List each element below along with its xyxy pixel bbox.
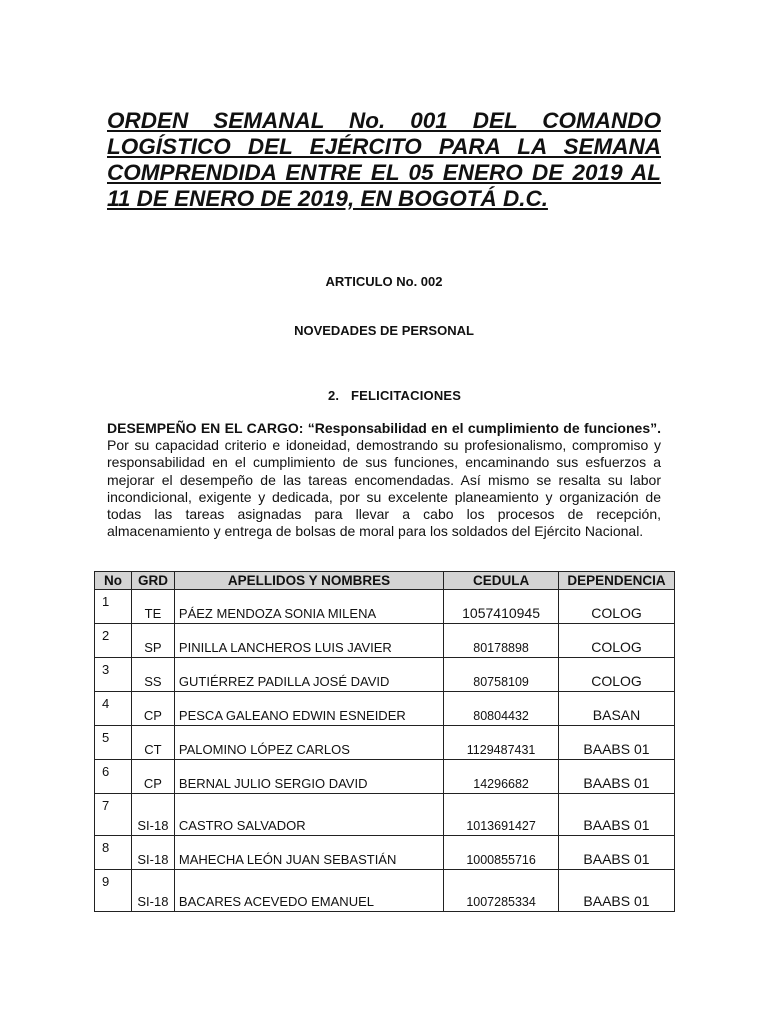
table-row [95, 794, 675, 836]
header-name: APELLIDOS Y NOMBRES [174, 572, 443, 590]
cell-grd: SP [131, 624, 174, 658]
cell-grd: SI-18 [131, 870, 174, 912]
cell-name: PESCA GALEANO EDWIN ESNEIDER [174, 692, 443, 726]
cell-grd: SI-18 [131, 794, 174, 836]
cell-dependencia: COLOG [559, 590, 675, 624]
table-row [95, 760, 675, 794]
table-row [95, 836, 675, 870]
header-no: No [95, 572, 132, 590]
cell-dependencia: BAABS 01 [559, 760, 675, 794]
paragraph-body: Por su capacidad criterio e idoneidad, demostrando su profesionalismo, compromiso y responsabilidad en el cumplimiento de sus funciones, encaminando sus esfuerzos a mejorar el desempeño de las tareas encomendadas. Así mismo se resalta su labor incondicional, exigente y dedicada, por su excelente planeamiento y organización de todas las tareas asignadas para llevar a cabo los procesos de recepción, almacenamiento y entrega de bolsas de moral para los soldados del Ejército Nacional. [107, 437, 661, 540]
cell-grd: CP [131, 760, 174, 794]
cell-cedula: 1057410945 [444, 590, 559, 624]
cell-no: 4 [95, 692, 132, 726]
cell-dependencia: COLOG [559, 624, 675, 658]
cell-name: GUTIÉRREZ PADILLA JOSÉ DAVID [174, 658, 443, 692]
subsection-title: FELICITACIONES [351, 388, 462, 403]
paragraph-lead: DESEMPEÑO EN EL CARGO: “Responsabilidad en el cumplimiento de funciones”. [107, 420, 661, 436]
document-title: ORDEN SEMANAL No. 001 DEL COMANDO LOGÍSTICO DEL EJÉRCITO PARA LA SEMANA COMPRENDIDA ENTRE EL 05 ENERO DE 2019 AL 11 DE ENERO DE 2019, EN BOGOTÁ D.C. [107, 108, 661, 211]
table-row [95, 692, 675, 726]
cell-cedula: 1007285334 [444, 870, 559, 912]
cell-dependencia: COLOG [559, 658, 675, 692]
personnel-table [94, 571, 675, 912]
cell-name: PALOMINO LÓPEZ CARLOS [174, 726, 443, 760]
cell-no: 7 [95, 794, 132, 836]
header-grd: GRD [131, 572, 174, 590]
cell-no: 8 [95, 836, 132, 870]
cell-name: PÁEZ MENDOZA SONIA MILENA [174, 590, 443, 624]
subsection-heading [328, 388, 461, 403]
cell-cedula: 1013691427 [444, 794, 559, 836]
cell-dependencia: BAABS 01 [559, 726, 675, 760]
cell-grd: TE [131, 590, 174, 624]
commendation-paragraph [107, 420, 661, 540]
cell-no: 9 [95, 870, 132, 912]
cell-no: 2 [95, 624, 132, 658]
cell-dependencia: BASAN [559, 692, 675, 726]
table-row [95, 870, 675, 912]
cell-no: 1 [95, 590, 132, 624]
cell-cedula: 80178898 [444, 624, 559, 658]
table-row [95, 590, 675, 624]
cell-cedula: 1129487431 [444, 726, 559, 760]
cell-dependencia: BAABS 01 [559, 870, 675, 912]
cell-dependencia: BAABS 01 [559, 794, 675, 836]
header-cedula: CEDULA [444, 572, 559, 590]
article-number: ARTICULO No. 002 [325, 274, 443, 289]
cell-name: CASTRO SALVADOR [174, 794, 443, 836]
table-row [95, 624, 675, 658]
cell-no: 3 [95, 658, 132, 692]
cell-cedula: 80758109 [444, 658, 559, 692]
cell-grd: CP [131, 692, 174, 726]
section-heading: NOVEDADES DE PERSONAL [294, 323, 474, 338]
cell-cedula: 1000855716 [444, 836, 559, 870]
cell-no: 6 [95, 760, 132, 794]
cell-cedula: 14296682 [444, 760, 559, 794]
cell-cedula: 80804432 [444, 692, 559, 726]
table-header-row [95, 572, 675, 590]
cell-dependencia: BAABS 01 [559, 836, 675, 870]
cell-name: BACARES ACEVEDO EMANUEL [174, 870, 443, 912]
subsection-number: 2. [328, 388, 340, 403]
cell-no: 5 [95, 726, 132, 760]
cell-grd: SI-18 [131, 836, 174, 870]
cell-grd: CT [131, 726, 174, 760]
table-row [95, 726, 675, 760]
table-row [95, 658, 675, 692]
cell-grd: SS [131, 658, 174, 692]
cell-name: MAHECHA LEÓN JUAN SEBASTIÁN [174, 836, 443, 870]
cell-name: BERNAL JULIO SERGIO DAVID [174, 760, 443, 794]
header-dependencia: DEPENDENCIA [559, 572, 675, 590]
cell-name: PINILLA LANCHEROS LUIS JAVIER [174, 624, 443, 658]
